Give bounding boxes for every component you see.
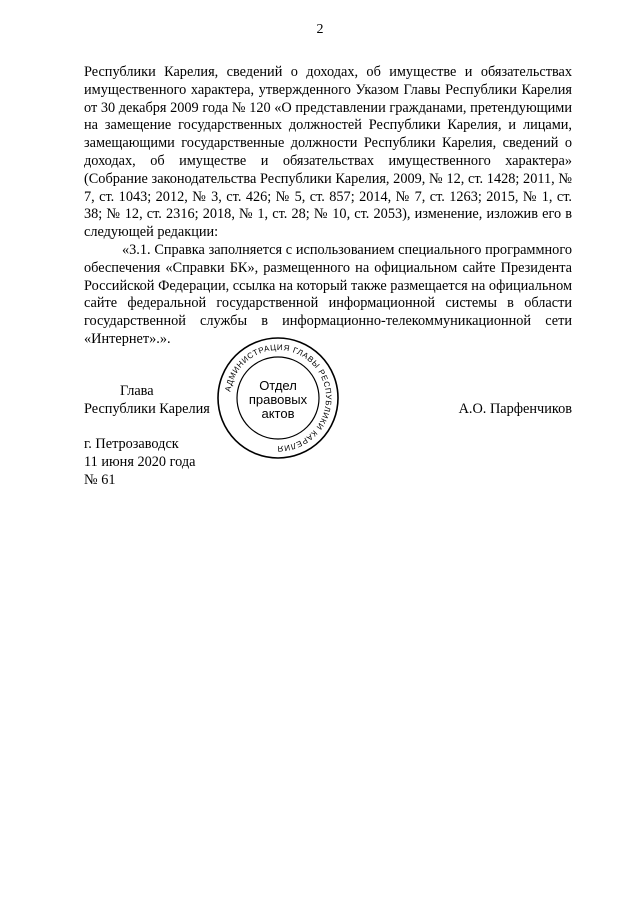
signatory-organization: Республики Карелия: [84, 401, 210, 417]
document-number: № 61: [84, 472, 116, 488]
stamp-line-3: актов: [261, 406, 295, 421]
document-body: [84, 64, 572, 349]
document-date: 11 июня 2020 года: [84, 454, 196, 470]
stamp-line-1: Отдел: [259, 378, 297, 393]
page-number: 2: [316, 22, 324, 37]
signatory-name: А.О. Парфенчиков: [458, 401, 572, 417]
body-paragraph-2: «3.1. Справка заполняется с использованием специального программного обеспечения «Справки БК», размещенного на официальном сайте Президента Российской Федерации, ссылка на который также размещается на официальном сайте федеральной государственной информационной системы в области государственной службы в информационно-телекоммуникационной сети «Интернет».».: [84, 241, 572, 347]
stamp-line-2: правовых: [248, 392, 308, 407]
official-stamp: [216, 336, 340, 460]
signatory-title: Глава: [120, 383, 154, 399]
document-place: г. Петрозаводск: [84, 436, 179, 452]
body-paragraph-1: Республики Карелия, сведений о доходах, об имуществе и обязательствах имущественного характера, утвержденного Указом Главы Республики Карелия от 30 декабря 2009 года № 120 «О представлении гражданами, претендующими на замещение государственных должностей Республики Карелия, и лицами, замещающими государственные должности Республики Карелия, сведений о доходах, об имуществе и обязательствах имущественного характера» (Собрание законодательства Республики Карелия, 2009, № 12, ст. 1428; 2011, № 7, ст. 1043; 2012, № 3, ст. 426; № 5, ст. 857; 2014, № 7, ст. 1263; 2015, № 1, ст. 38; № 12, ст. 2316; 2018, № 1, ст. 28; № 10, ст. 2053), изменение, изложив его в следующей редакции:: [84, 64, 572, 241]
stamp-ring-text: АДМИНИСТРАЦИЯ ГЛАВЫ РЕСПУБЛИКИ КАРЕЛИЯ: [223, 342, 334, 454]
